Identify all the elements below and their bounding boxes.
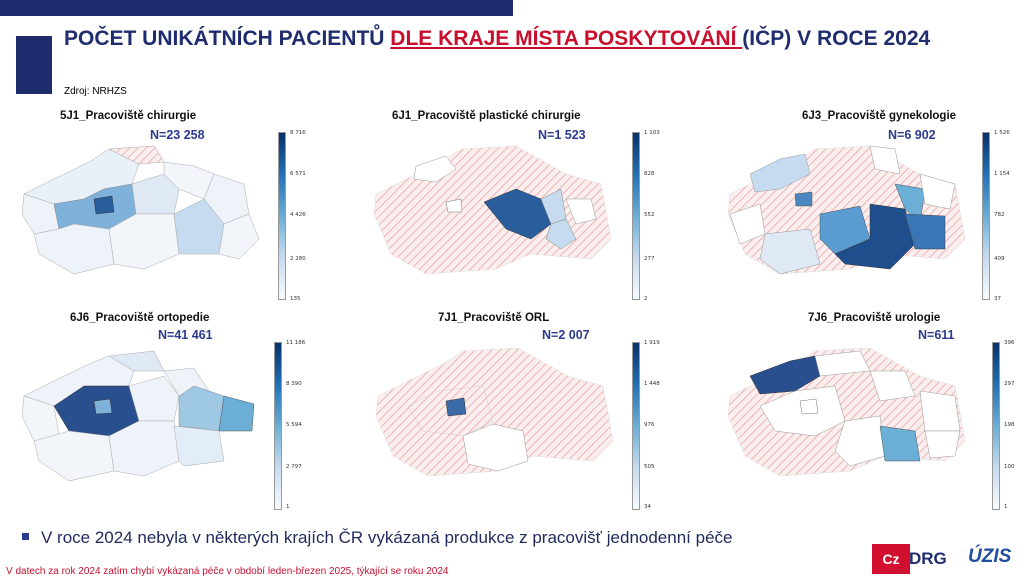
panel-ortopedie <box>10 306 340 511</box>
slide-title <box>64 26 944 52</box>
colorbar-tick: 396 <box>1004 340 1015 346</box>
panel-n: N=611 <box>918 328 955 342</box>
panel-chirurgie <box>10 106 340 311</box>
panel-title: 7J1_Pracoviště ORL <box>438 312 550 324</box>
top-bar <box>0 0 513 16</box>
map-chirurgie <box>14 144 264 284</box>
panel-n: N=6 902 <box>888 128 936 142</box>
panel-n: N=23 258 <box>150 128 205 142</box>
uzis-logo: ÚZIS <box>968 546 1012 567</box>
panel-title: 6J6_Pracoviště ortopedie <box>70 312 210 324</box>
colorbar-tick: 4 426 <box>290 212 306 218</box>
colorbar-tick: 409 <box>994 256 1005 262</box>
czdrg-logo-text: DRG <box>909 549 947 568</box>
colorbar-tick: 5 594 <box>286 422 302 428</box>
bullet-text: V roce 2024 nebyla v některých krajích ČR vykázaná produkce z pracovišť jednodenní péče <box>41 528 733 547</box>
panel-n: N=1 523 <box>538 128 586 142</box>
colorbar-tick: 37 <box>994 296 1001 302</box>
map-orl <box>368 346 618 486</box>
colorbar-tick: 782 <box>994 212 1005 218</box>
panel-plasticka-chirurgie <box>362 106 692 311</box>
colorbar-tick: 2 280 <box>290 256 306 262</box>
colorbar-tick: 552 <box>644 212 655 218</box>
bullet-point <box>22 528 732 548</box>
colorbar-tick: 100 <box>1004 464 1015 470</box>
bullet-icon <box>22 533 29 540</box>
title-highlight: DLE KRAJE MÍSTA POSKYTOVÁNÍ <box>390 27 743 50</box>
colorbar <box>274 342 282 510</box>
colorbar-tick: 2 797 <box>286 464 302 470</box>
panel-title: 6J1_Pracoviště plastické chirurgie <box>392 110 581 122</box>
colorbar-tick: 1 526 <box>994 130 1010 136</box>
colorbar <box>632 342 640 510</box>
map-plasticka-chirurgie <box>366 144 616 284</box>
accent-block <box>16 36 52 94</box>
map-ortopedie <box>14 346 264 486</box>
colorbar-tick: 198 <box>1004 422 1015 428</box>
colorbar-tick: 1 154 <box>994 171 1010 177</box>
colorbar-tick: 828 <box>644 171 655 177</box>
colorbar-tick: 505 <box>644 464 655 470</box>
colorbar-tick: 1 103 <box>644 130 660 136</box>
panel-urologie <box>710 306 1024 511</box>
colorbar-tick: 1 919 <box>644 340 660 346</box>
colorbar-tick: 135 <box>290 296 301 302</box>
title-part2: (IČP) V ROCE 2024 <box>742 27 931 50</box>
colorbar-tick: 8 390 <box>286 381 302 387</box>
colorbar-tick: 1 <box>286 504 290 510</box>
colorbar-tick: 11 186 <box>286 340 306 346</box>
title-part1: POČET UNIKÁTNÍCH PACIENTŮ <box>64 27 391 50</box>
colorbar <box>982 132 990 300</box>
colorbar-tick: 2 <box>644 296 648 302</box>
map-gynekologie <box>720 144 970 284</box>
colorbar-tick: 6 571 <box>290 171 306 177</box>
source-label: Zdroj: NRHZS <box>64 86 127 97</box>
colorbar <box>278 132 286 300</box>
colorbar-tick: 297 <box>1004 381 1015 387</box>
colorbar-tick: 277 <box>644 256 655 262</box>
colorbar <box>632 132 640 300</box>
colorbar-tick: 8 716 <box>290 130 306 136</box>
colorbar <box>992 342 1000 510</box>
panel-title: 6J3_Pracoviště gynekologie <box>802 110 957 122</box>
colorbar-tick: 1 <box>1004 504 1008 510</box>
panel-title: 7J6_Pracoviště urologie <box>808 312 941 324</box>
panel-orl <box>362 306 692 511</box>
czdrg-logo-mark: Cz <box>872 544 910 574</box>
panel-n: N=2 007 <box>542 328 590 342</box>
panel-n: N=41 461 <box>158 328 213 342</box>
panel-gynekologie <box>710 106 1024 311</box>
colorbar-tick: 34 <box>644 504 651 510</box>
colorbar-tick: 1 448 <box>644 381 660 387</box>
map-urologie <box>720 346 970 486</box>
colorbar-tick: 976 <box>644 422 655 428</box>
panel-title: 5J1_Pracoviště chirurgie <box>60 110 197 122</box>
footnote: V datech za rok 2024 zatím chybí vykázaná péče v období leden-březen 2025, týkající se roku 2024 <box>6 566 449 577</box>
